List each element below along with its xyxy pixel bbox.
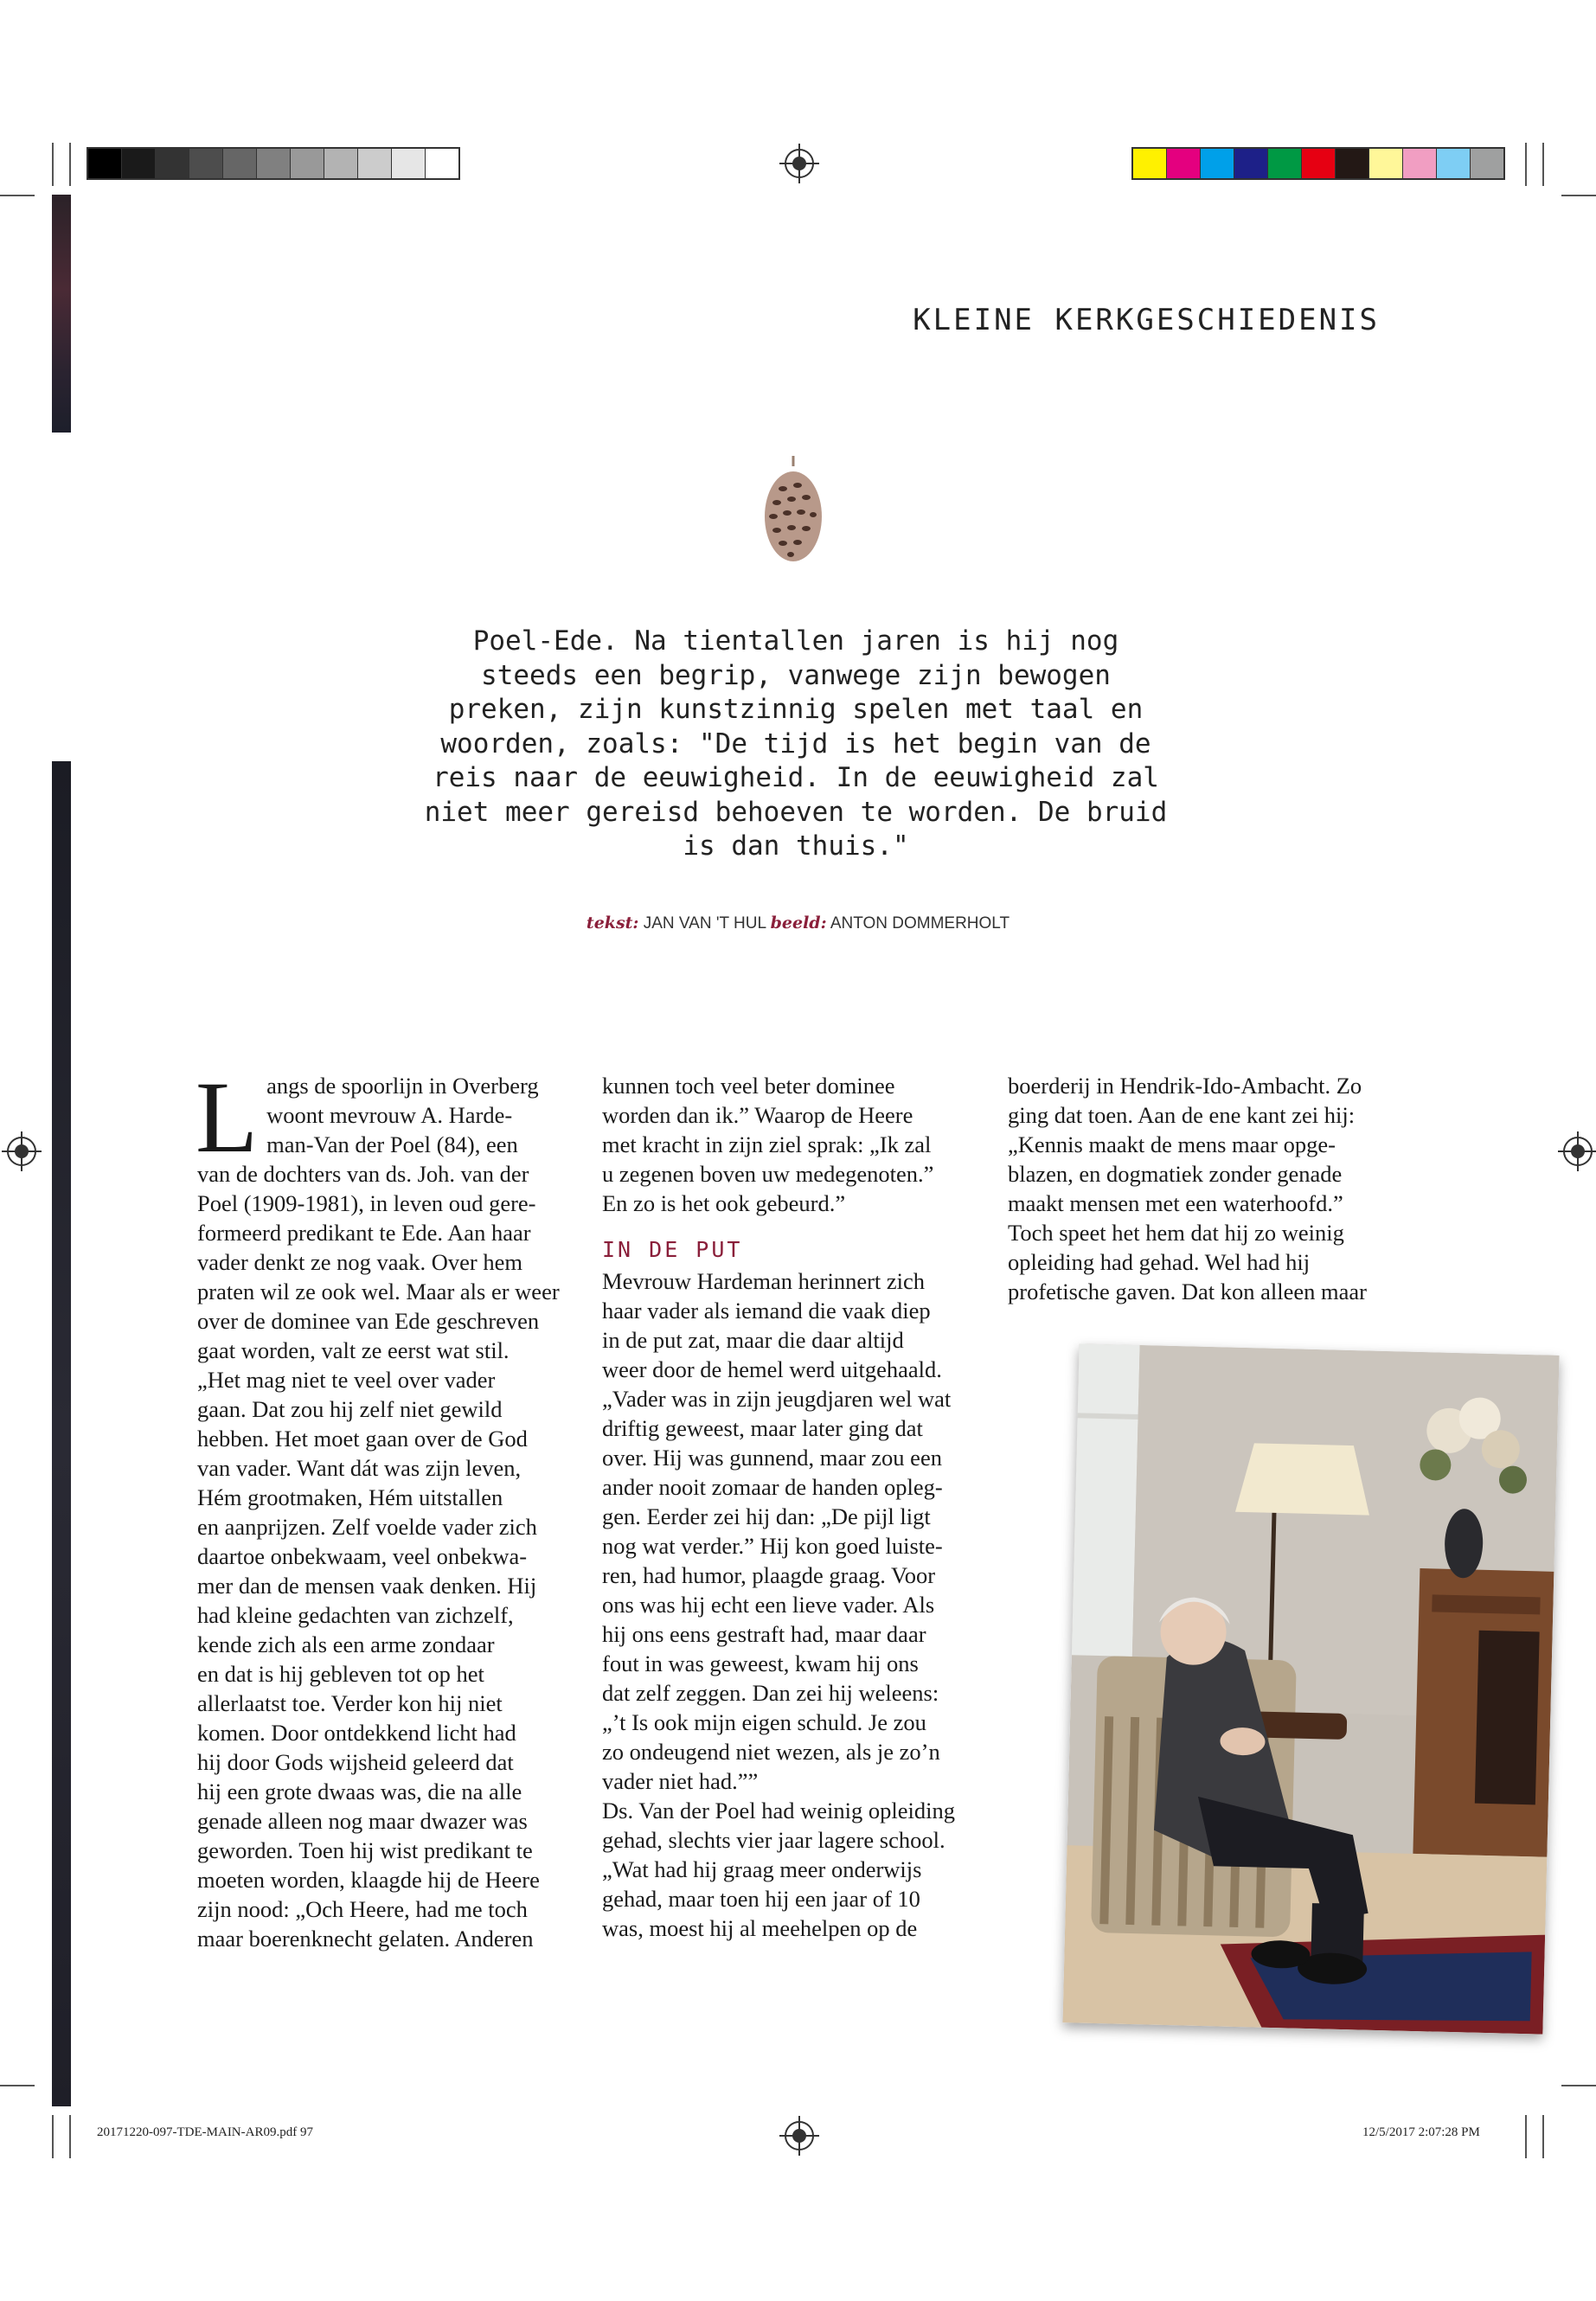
color-swatch (122, 149, 156, 178)
color-swatch (257, 149, 291, 178)
portrait-photo (1062, 1343, 1559, 2034)
color-swatch (324, 149, 358, 178)
article-line: u zegenen boven uw medegenoten.” (602, 1161, 934, 1187)
article-line: Poel (1909-1981), in leven oud gere- (197, 1190, 536, 1216)
article-line: angs de spoorlijn in Overberg (266, 1073, 539, 1099)
photo-elderly-woman-in-armchair (1062, 1343, 1559, 2034)
article-line: „Het mag niet te veel over vader (197, 1367, 496, 1393)
article-line: profetische gaven. Dat kon alleen maar (1008, 1279, 1367, 1304)
color-swatch (291, 149, 324, 178)
color-bar (1131, 147, 1505, 180)
article-line: vader niet had.”” (602, 1768, 759, 1794)
article-line: moeten worden, klaagde hij de Heere (197, 1867, 540, 1893)
article-line: gehad, slechts vier jaar lagere school. (602, 1827, 945, 1853)
crop-mark (1542, 2115, 1544, 2158)
article-line: en aanprijzen. Zelf voelde vader zich (197, 1514, 537, 1540)
article-line: kunnen toch veel beter dominee (602, 1073, 895, 1099)
credit-text-name: JAN VAN 'T HUL (643, 914, 766, 933)
article-line: daartoe onbekwaam, veel onbekwa- (197, 1543, 528, 1569)
registration-mark-top (785, 149, 814, 178)
article-line: gen. Eerder zei hij dan: „De pijl ligt (602, 1503, 931, 1529)
color-swatch (1437, 149, 1471, 178)
subheading-in-de-put: IN DE PUT (602, 1237, 743, 1262)
article-line: Mevrouw Hardeman herinnert zich (602, 1268, 926, 1294)
intro-line: woorden, zoals: "De tijd is het begin van de (440, 727, 1151, 760)
crop-mark (1525, 143, 1527, 186)
intro-line: reis naar de eeuwigheid. In de eeuwigheid zal (433, 762, 1159, 793)
article-line: nog wat verder.” Hij kon goed luiste- (602, 1533, 943, 1559)
article-line: „Vader was in zijn jeugdjaren wel wat (602, 1386, 952, 1412)
article-line: ging dat toen. Aan de ene kant zei hij: (1008, 1102, 1356, 1128)
ornament-image (753, 454, 835, 567)
spine-bar-bottom (52, 761, 71, 2106)
crop-mark (69, 143, 71, 186)
intro-line: steeds een begrip, vanwege zijn bewogen (481, 659, 1111, 691)
color-swatch (1336, 149, 1369, 178)
crop-mark (1561, 2085, 1596, 2086)
color-swatch (88, 149, 122, 178)
article-line: had kleine gedachten van zichzelf, (197, 1602, 514, 1628)
color-swatch (1268, 149, 1302, 178)
color-swatch (1471, 149, 1503, 178)
article-line: allerlaatst toe. Verder kon hij niet (197, 1690, 503, 1716)
article-line: praten wil ze ook wel. Maar als er weer (197, 1279, 560, 1304)
article-line: En zo is het ook gebeurd.” (602, 1190, 846, 1216)
article-line: gaat worden, valt ze eerst wat stil. (197, 1337, 510, 1363)
article-line: vader denkt ze nog vaak. Over hem (197, 1249, 522, 1275)
credit-image-name: ANTON DOMMERHOLT (830, 914, 1010, 933)
article-line: driftig geweest, maar later ging dat (602, 1415, 923, 1441)
article-line: hij ons eens gestraft had, maar daar (602, 1621, 926, 1647)
article-line: over de dominee van Ede geschreven (197, 1308, 540, 1334)
article-line: boerderij in Hendrik-Ido-Ambacht. Zo (1008, 1073, 1362, 1099)
slug-timestamp: 12/5/2017 2:07:28 PM (1362, 2125, 1480, 2139)
crop-mark (1542, 143, 1544, 186)
article-line: dat zelf zeggen. Dan zei hij weleens: (602, 1680, 939, 1706)
credit-text-label: tekst: (586, 913, 639, 933)
crop-mark (0, 195, 35, 196)
article-line: maar boerenknecht gelaten. Anderen (197, 1926, 534, 1952)
crop-mark (52, 143, 54, 186)
crop-mark (1525, 2115, 1527, 2158)
article-line: Hém grootmaken, Hém uitstallen (197, 1484, 503, 1510)
intro-quote (363, 625, 1228, 864)
article-line: „Wat had hij graag meer onderwijs (602, 1856, 922, 1882)
article-line: weer door de hemel werd uitgehaald. (602, 1356, 942, 1382)
article-line: mer dan de mensen vaak denken. Hij (197, 1573, 537, 1599)
article-line: maakt mensen met een waterhoofd.” (1008, 1190, 1343, 1216)
intro-line: Poel-Ede. Na tientallen jaren is hij nog (472, 625, 1119, 657)
article-line: kende zich als een arme zondaar (197, 1631, 495, 1657)
article-line: haar vader als iemand die vaak diep (602, 1298, 931, 1324)
spine-bar-top (52, 195, 71, 433)
color-swatch (1201, 149, 1234, 178)
article-line: Ds. Van der Poel had weinig opleiding (602, 1798, 955, 1823)
intro-line: preken, zijn kunstzinnig spelen met taal en (448, 694, 1144, 725)
color-swatch (1369, 149, 1403, 178)
article-line: geworden. Toen hij wist predikant te (197, 1837, 533, 1863)
grayscale-bar (87, 147, 460, 180)
article-line: „Kennis maakt de mens maar opge- (1008, 1131, 1336, 1157)
article-line: blazen, en dogmatiek zonder genade (1008, 1161, 1343, 1187)
article-column-2 (602, 1071, 987, 1943)
credits-line (0, 913, 1596, 933)
article-line: worden dan ik.” Waarop de Heere (602, 1102, 913, 1128)
credit-image-label: beeld: (770, 913, 827, 933)
article-line: ons was hij echt een lieve vader. Als (602, 1592, 935, 1618)
section-title: KLEINE KERKGESCHIEDENIS (913, 303, 1380, 337)
color-swatch (426, 149, 458, 178)
crop-mark (69, 2115, 71, 2158)
color-swatch (1234, 149, 1268, 178)
article-line: woont mevrouw A. Harde- (266, 1102, 513, 1128)
crop-mark (1561, 195, 1596, 196)
color-swatch (223, 149, 257, 178)
article-line: gaan. Dat zou hij zelf niet gewild (197, 1396, 503, 1422)
article-line: gehad, maar toen hij een jaar of 10 (602, 1886, 920, 1912)
article-line: hebben. Het moet gaan over de God (197, 1426, 528, 1452)
color-swatch (392, 149, 426, 178)
article-line: „’t Is ook mijn eigen schuld. Je zou (602, 1709, 926, 1735)
dropcap: L (195, 1061, 259, 1174)
article-line: genade alleen nog maar dwazer was (197, 1808, 528, 1834)
article-line: in de put zat, maar die daar altijd (602, 1327, 904, 1353)
article-line: hij een grote dwaas was, die na alle (197, 1779, 522, 1804)
color-swatch (1167, 149, 1201, 178)
article-line: Toch speet het hem dat hij zo weinig (1008, 1220, 1344, 1246)
registration-mark-left (7, 1137, 36, 1166)
crop-mark (0, 2085, 35, 2086)
registration-mark-bottom (785, 2121, 814, 2150)
article-line: opleiding had gehad. Wel had hij (1008, 1249, 1311, 1275)
intro-line: is dan thuis." (683, 830, 909, 862)
slug-filename: 20171220-097-TDE-MAIN-AR09.pdf 97 (97, 2125, 313, 2139)
article-column-1 (195, 1061, 582, 1953)
article-line: was, moest hij al meehelpen op de (602, 1915, 918, 1941)
article-line: fout in was geweest, kwam hij ons (602, 1650, 919, 1676)
article-line: man-Van der Poel (84), een (266, 1131, 518, 1157)
crop-mark (52, 2115, 54, 2158)
article-column-3 (1008, 1071, 1393, 1306)
article-line: zo ondeugend niet wezen, als je zo’n (602, 1739, 940, 1765)
article-line: ander nooit zomaar de handen opleg- (602, 1474, 943, 1500)
intro-line: niet meer gereisd behoeven te worden. De bruid (424, 796, 1168, 828)
registration-mark-right (1563, 1137, 1593, 1166)
color-swatch (1403, 149, 1437, 178)
article-line: zijn nood: „Och Heere, had me toch (197, 1896, 528, 1922)
color-swatch (156, 149, 189, 178)
article-line: met kracht in zijn ziel sprak: „Ik zal (602, 1131, 932, 1157)
article-line: hij door Gods wijsheid geleerd dat (197, 1749, 514, 1775)
color-swatch (189, 149, 223, 178)
article-line: ren, had humor, plaagde graag. Voor (602, 1562, 936, 1588)
color-swatch (1133, 149, 1167, 178)
article-line: formeerd predikant te Ede. Aan haar (197, 1220, 531, 1246)
article-line: van de dochters van ds. Joh. van der (197, 1161, 529, 1187)
color-swatch (358, 149, 392, 178)
color-swatch (1302, 149, 1336, 178)
article-line: en dat is hij gebleven tot op het (197, 1661, 484, 1687)
article-line: over. Hij was gunnend, maar zou een (602, 1445, 942, 1471)
article-line: van vader. Want dát was zijn leven, (197, 1455, 522, 1481)
article-line: komen. Door ontdekkend licht had (197, 1720, 516, 1746)
